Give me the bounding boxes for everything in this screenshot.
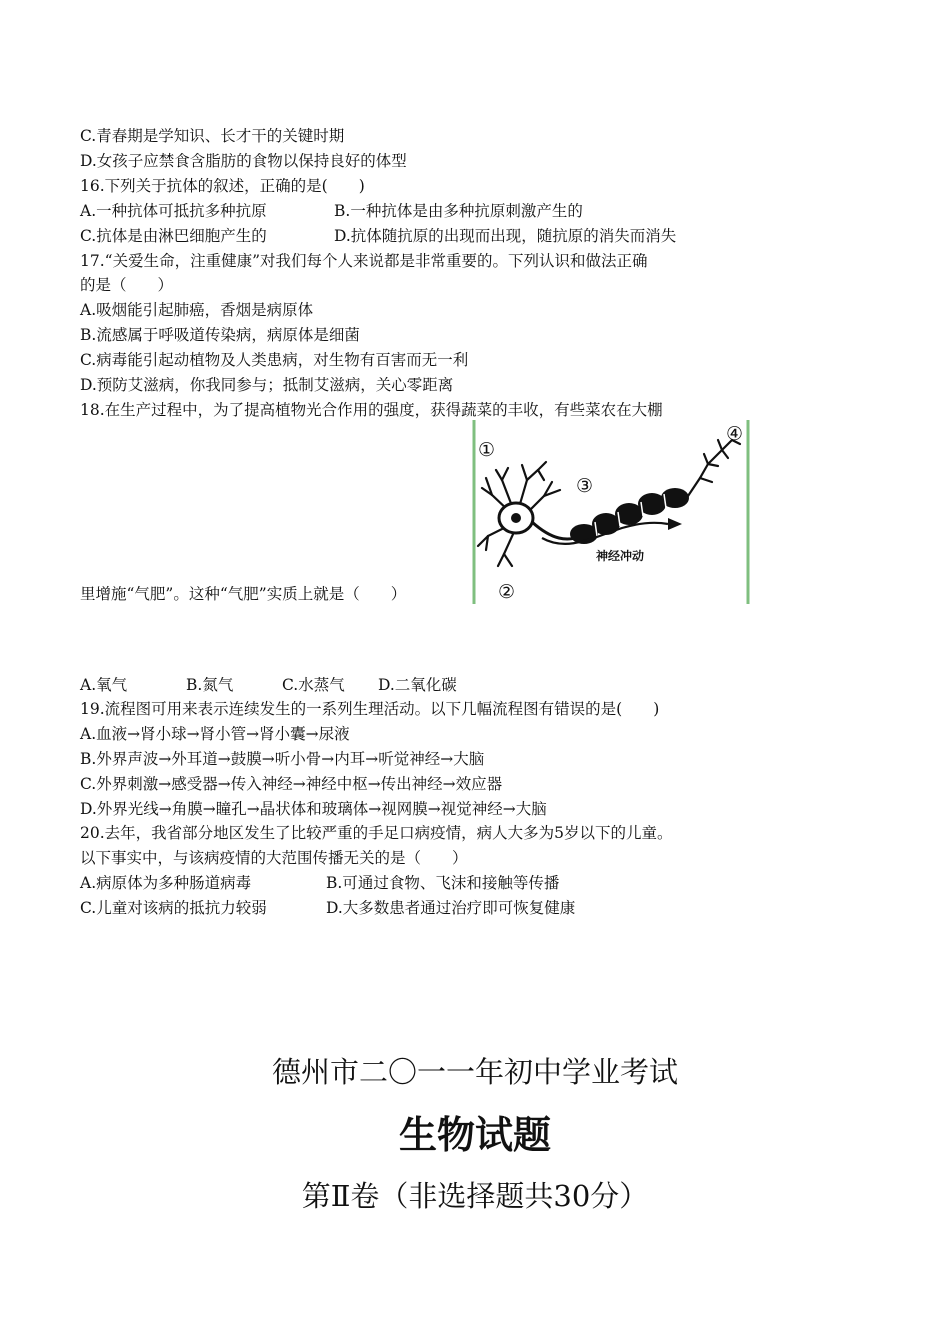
q18-option-d: D.二氧化碳 [378, 676, 457, 694]
label-4: ④ [726, 423, 744, 445]
option-c-line: C.青春期是学知识、长才干的关键时期 [80, 127, 345, 145]
question-18: 18.在生产过程中，为了提高植物光合作用的强度，获得蔬菜的丰收，有些菜农在大棚 [80, 401, 663, 419]
label-1: ① [478, 439, 496, 461]
question-20-row-cd [80, 898, 575, 918]
q20-option-d: D.大多数患者通过治疗即可恢复健康 [326, 899, 576, 917]
question-16-row-cd [80, 226, 676, 246]
q19-option-c: C.外界刺激→感受器→传入神经→神经中枢→传出神经→效应器 [80, 775, 503, 793]
q18-option-b: B.氮气 [186, 676, 234, 694]
q17-option-b: B.流感属于呼吸道传染病，病原体是细菌 [80, 326, 360, 344]
question-19: 19.流程图可用来表示连续发生的一系列生理活动。以下几幅流程图有错误的是( ) [80, 700, 660, 718]
q19-option-a: A.血液→肾小球→肾小管→肾小囊→尿液 [80, 725, 350, 743]
q17-option-a: A.吸烟能引起肺癌，香烟是病原体 [80, 301, 314, 319]
label-2: ② [498, 581, 516, 603]
q17-option-d: D.预防艾滋病，你我同参与；抵制艾滋病，关心零距离 [80, 376, 454, 394]
question-20-cont: 以下事实中，与该病疫情的大范围传播无关的是（ ） [80, 849, 468, 867]
section-title: 第Ⅱ卷（非选择题共30分） [301, 1179, 649, 1213]
question-17: 17.“关爱生命，注重健康”对我们每个人来说都是非常重要的。下列认识和做法正确 [80, 252, 648, 270]
impulse-arrow-head [668, 518, 682, 530]
neuron-diagram [472, 420, 750, 604]
impulse-label: 神经冲动 [596, 549, 645, 563]
q16-option-d: D.抗体随抗原的出现而出现，随抗原的消失而消失 [334, 227, 677, 245]
q18-option-a: A.氧气 [80, 676, 128, 694]
question-20: 20.去年，我省部分地区发生了比较严重的手足口病疫情，病人大多为5岁以下的儿童。 [80, 824, 673, 842]
q20-option-b: B.可通过食物、飞沫和接触等传播 [326, 874, 560, 892]
question-17-cont: 的是（ ） [80, 276, 174, 294]
q18-option-c: C.水蒸气 [282, 676, 345, 694]
q19-option-b: B.外界声波→外耳道→鼓膜→听小骨→内耳→听觉神经→大脑 [80, 750, 485, 768]
q20-option-a: A.病原体为多种肠道病毒 [80, 874, 252, 892]
axon-terminal [688, 440, 740, 496]
label-3: ③ [576, 475, 594, 497]
q17-option-c: C.病毒能引起动植物及人类患病，对生物有百害而无一利 [80, 351, 469, 369]
q20-option-c: C.儿童对该病的抵抗力较弱 [80, 899, 267, 917]
q16-option-c: C.抗体是由淋巴细胞产生的 [80, 227, 267, 245]
question-16: 16.下列关于抗体的叙述，正确的是( ) [80, 177, 365, 195]
question-18-cont: 里增施“气肥”。这种“气肥”实质上就是（ ） [80, 585, 407, 603]
exam-heading: 德州市二〇一一年初中学业考试 [271, 1055, 678, 1089]
q19-option-d: D.外界光线→角膜→瞳孔→晶状体和玻璃体→视网膜→视觉神经→大脑 [80, 800, 547, 818]
q16-option-b: B.一种抗体是由多种抗原刺激产生的 [334, 202, 583, 220]
question-20-row-ab [80, 873, 559, 893]
subject-title: 生物试题 [398, 1112, 551, 1157]
question-16-row-ab [80, 201, 583, 221]
neuron-figure [472, 420, 750, 604]
question-18-options [80, 675, 457, 695]
option-d-line: D.女孩子应禁食含脂肪的食物以保持良好的体型 [80, 152, 407, 170]
nucleus [511, 513, 521, 523]
q16-option-a: A.一种抗体可抵抗多种抗原 [80, 202, 267, 220]
